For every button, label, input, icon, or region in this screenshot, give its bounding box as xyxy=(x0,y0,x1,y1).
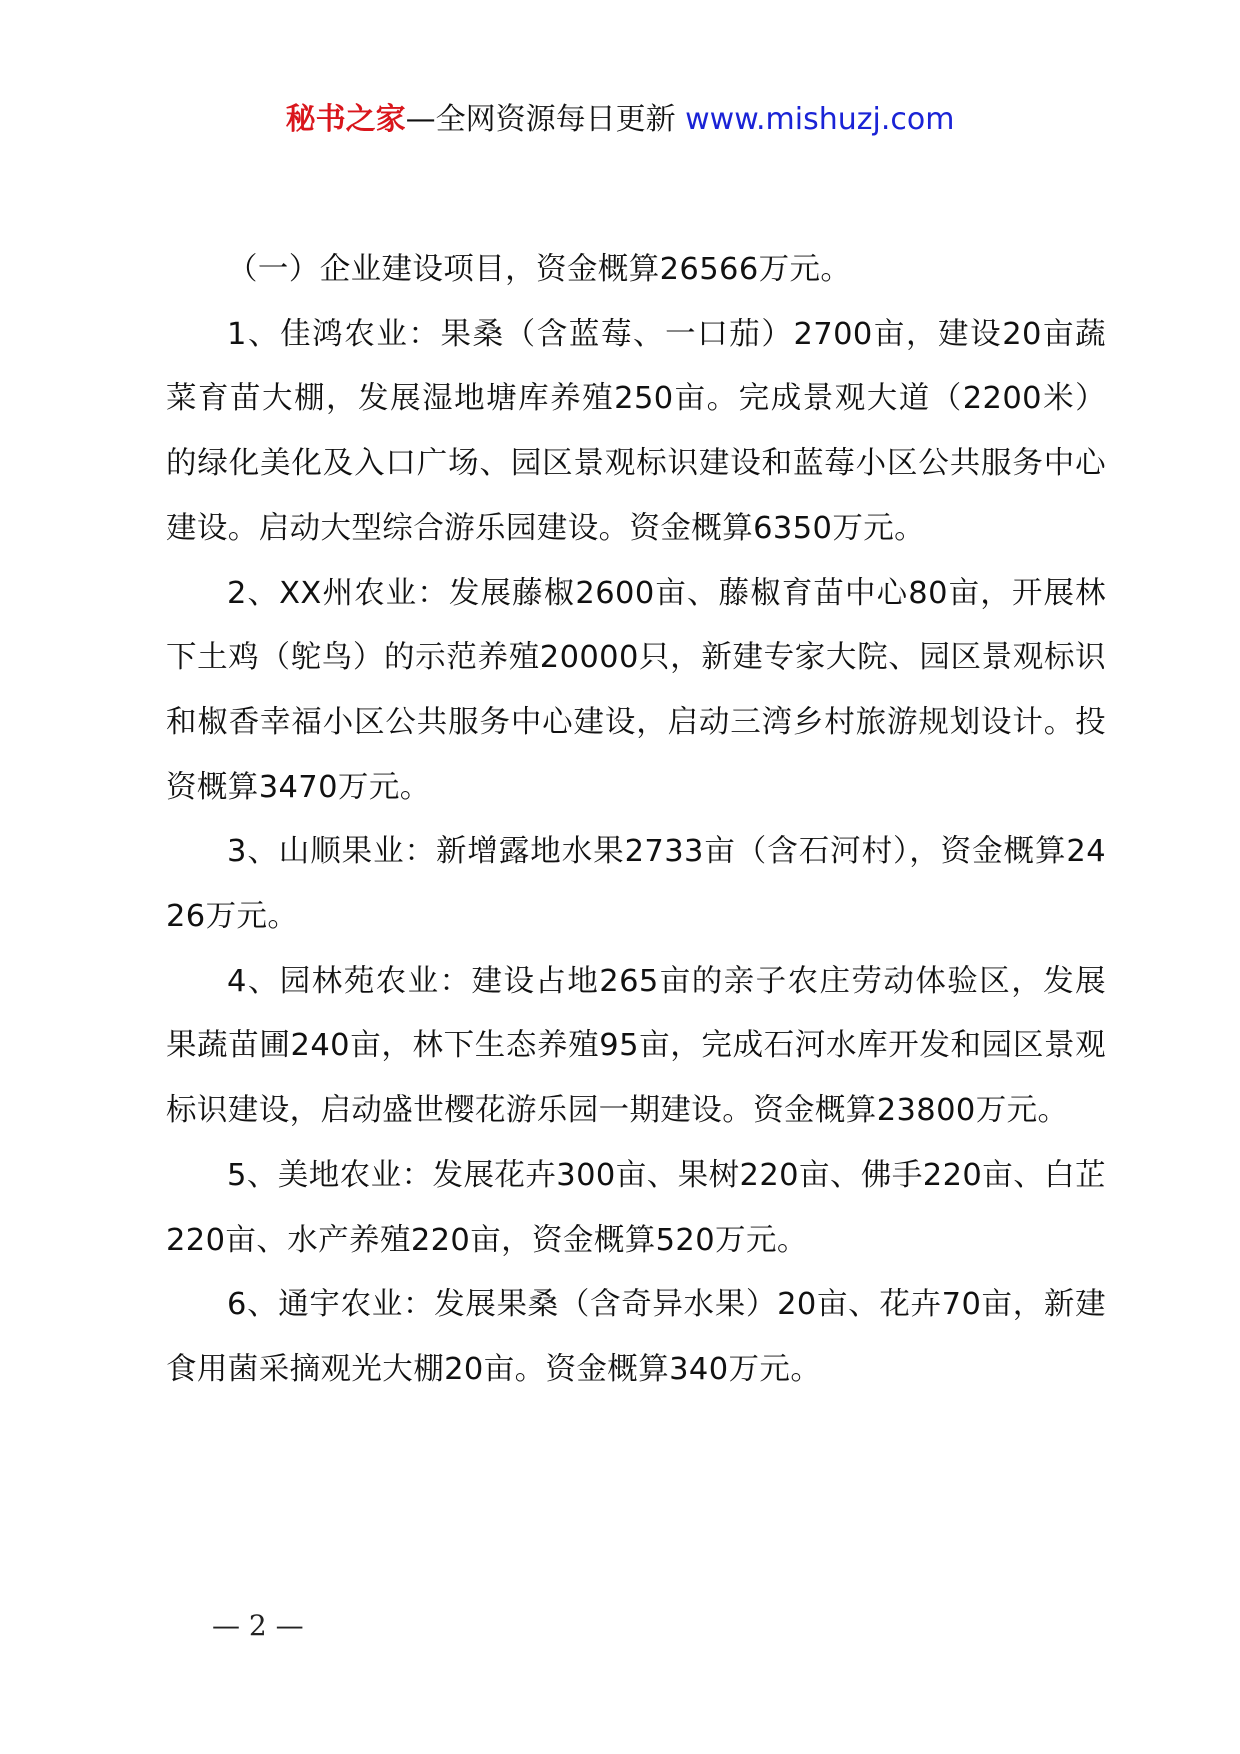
section-heading: （一）企业建设项目，资金概算26566万元。 xyxy=(227,252,852,287)
site-header xyxy=(0,98,1240,142)
site-tagline: —全网资源每日更新 xyxy=(405,102,676,137)
paragraph-item-3: 3、山顺果业：新增露地水果2733亩（含石河村），资金概算2426万元。 xyxy=(166,834,1106,935)
site-brand: 秘书之家 xyxy=(285,102,406,137)
page-number: — 2 — xyxy=(212,1609,304,1642)
document-body xyxy=(166,238,1106,1403)
paragraph-item-5: 5、美地农业：发展花卉300亩、果树220亩、佛手220亩、白芷220亩、水产养殖220亩，资金概算520万元。 xyxy=(166,1157,1106,1258)
site-url-link[interactable]: www.mishuzj.com xyxy=(685,102,955,137)
paragraph-item-6: 6、通宇农业：发展果桑（含奇异水果）20亩、花卉70亩，新建食用菌采摘观光大棚20亩。资金概算340万元。 xyxy=(166,1287,1106,1387)
paragraph-item-4: 4、园林苑农业：建设占地265亩的亲子农庄劳动体验区，发展果蔬苗圃240亩，林下生态养殖95亩，完成石河水库开发和园区景观标识建设，启动盛世樱花游乐园一期建设。资金概算23800万元。 xyxy=(166,963,1106,1129)
paragraph-item-1: 1、佳鸿农业：果桑（含蓝莓、一口茄）2700亩，建设20亩蔬菜育苗大棚，发展湿地塘库养殖250亩。完成景观大道（2200米）的绿化美化及入口广场、园区景观标识建设和蓝莓小区公共服务中心建设。启动大型综合游乐园建设。资金概算6350万元。 xyxy=(166,316,1106,546)
paragraph-item-2: 2、XX州农业：发展藤椒2600亩、藤椒育苗中心80亩，开展林下土鸡（鸵鸟）的示范养殖20000只，新建专家大院、园区景观标识和椒香幸福小区公共服务中心建设，启动三湾乡村旅游规划设计。投资概算3470万元。 xyxy=(166,575,1106,805)
